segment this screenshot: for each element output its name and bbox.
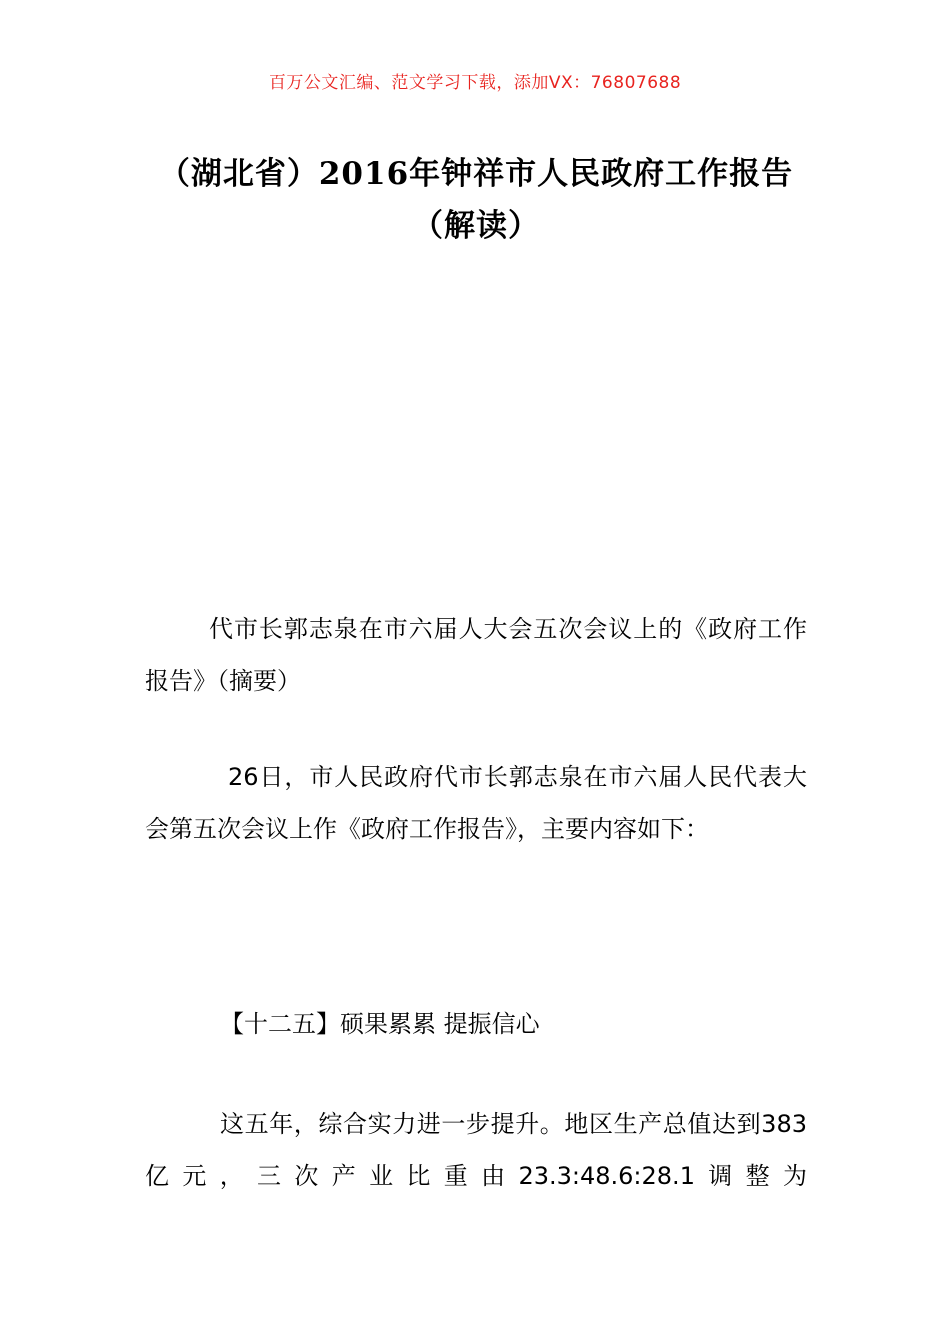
document-title: （湖北省）2016年钟祥市人民政府工作报告（解读）: [158, 156, 794, 244]
header-banner: 百万公文汇编、范文学习下载，添加VX：76807688: [268, 73, 682, 93]
paragraph-intro: 26日，市人民政府代市长郭志泉在市六届人民代表大会第五次会议上作《政府工作报告》，主要内容如下：: [145, 763, 807, 843]
paragraph-body: 这五年，综合实力进一步提升。地区生产总值达到383亿元，三次产业比重由23.3:48.6:28.1调整为: [145, 1110, 807, 1190]
paragraph-summary-heading: 代市长郭志泉在市六届人大会五次会议上的《政府工作报告》（摘要）: [145, 615, 807, 695]
section-heading: 【十二五】硕果累累 提振信心: [220, 1010, 540, 1038]
